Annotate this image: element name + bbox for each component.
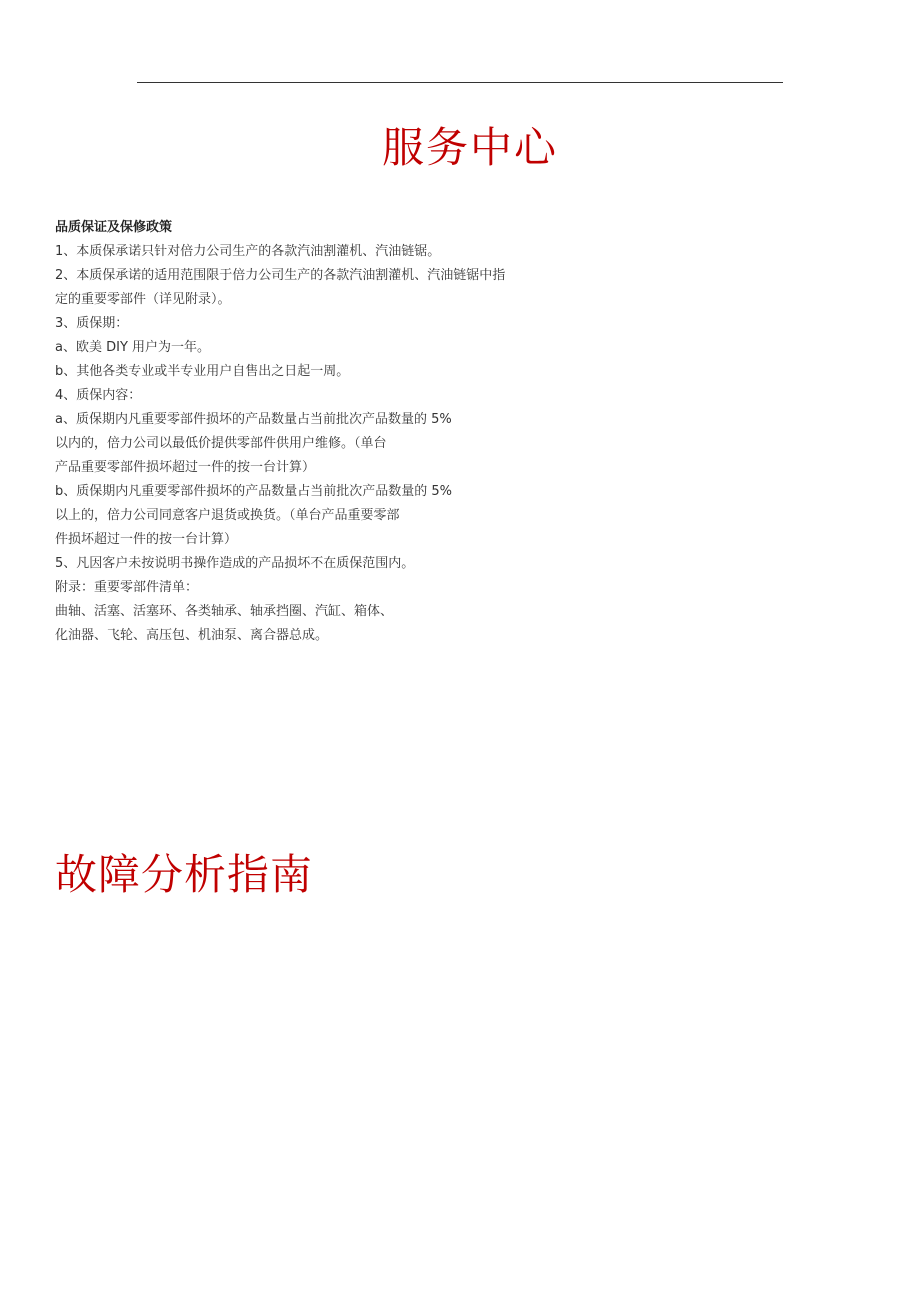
- section-title-fault-guide: 故障分析指南: [55, 850, 314, 899]
- warranty-policy-section: [55, 216, 615, 648]
- policy-line: b、其他各类专业或半专业用户自售出之日起一周。: [55, 364, 350, 379]
- policy-line: 附录：重要零部件清单：: [55, 580, 199, 595]
- policy-line: 5、凡因客户未按说明书操作造成的产品损坏不在质保范围内。: [55, 556, 415, 571]
- policy-line: 以内的，倍力公司以最低价提供零部件供用户维修。（单台: [55, 436, 387, 451]
- policy-line: 以上的，倍力公司同意客户退货或换货。（单台产品重要零部: [55, 508, 400, 523]
- policy-line: 曲轴、活塞、活塞环、各类轴承、轴承挡圈、汽缸、箱体、: [55, 604, 394, 619]
- page-title: 服务中心: [381, 123, 558, 172]
- policy-line: 2、本质保承诺的适用范围限于倍力公司生产的各款汽油割灌机、汽油链锯中指: [55, 268, 506, 283]
- policy-line: 件损坏超过一件的按一台计算）: [55, 532, 238, 547]
- policy-line: 1、本质保承诺只针对倍力公司生产的各款汽油割灌机、汽油链锯。: [55, 244, 441, 259]
- policy-line: 4、质保内容：: [55, 388, 142, 403]
- policy-text: [55, 240, 615, 648]
- policy-line: 产品重要零部件损坏超过一件的按一台计算）: [55, 460, 316, 475]
- policy-heading: 品质保证及保修政策: [55, 220, 173, 235]
- policy-line: 3、质保期：: [55, 316, 129, 331]
- policy-line: a、欧美 DIY 用户为一年。: [55, 340, 211, 355]
- policy-line: b、质保期内凡重要零部件损坏的产品数量占当前批次产品数量的 5%: [55, 484, 453, 499]
- policy-line: 化油器、飞轮、高压包、机油泵、离合器总成。: [55, 628, 329, 643]
- policy-line: a、质保期内凡重要零部件损坏的产品数量占当前批次产品数量的 5%: [55, 412, 452, 427]
- policy-line: 定的重要零部件（详见附录）。: [55, 292, 231, 307]
- top-divider: [137, 82, 783, 83]
